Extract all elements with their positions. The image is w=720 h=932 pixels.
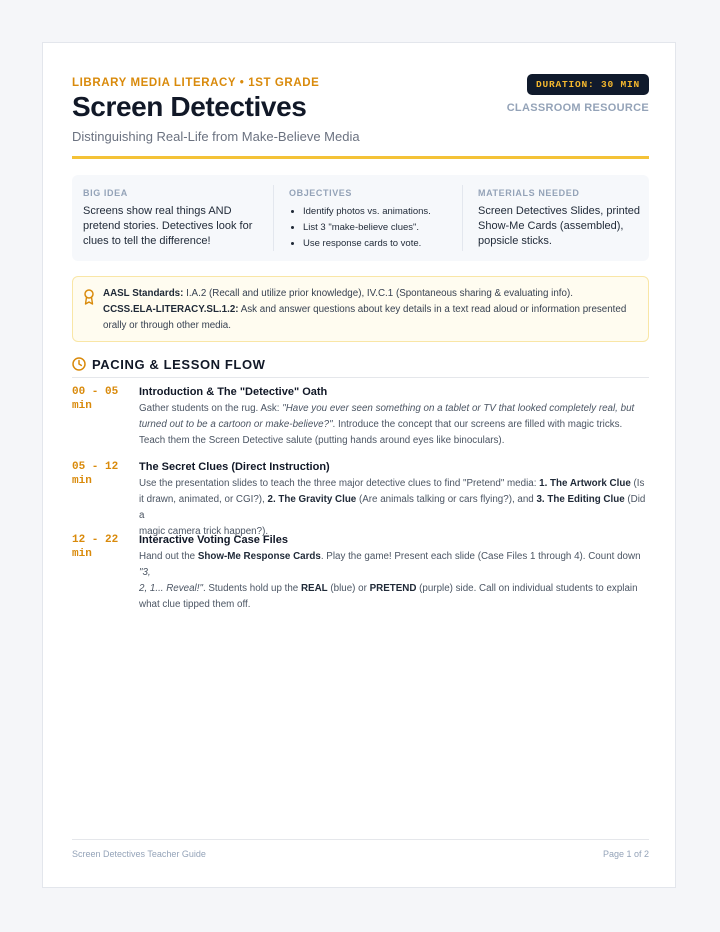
- flow-time-unit: min: [72, 548, 92, 560]
- aasl-label: AASL Standards:: [103, 288, 184, 299]
- objective-item: • List 3 "make-believe clues".: [303, 220, 462, 236]
- flow-title: The Secret Clues (Direct Instruction): [139, 461, 330, 473]
- text-run: Use the presentation slides to teach the three major detective clues to find "Pretend" media:: [139, 478, 540, 489]
- objective-item: • Use response cards to vote.: [303, 236, 462, 252]
- footer-divider: [72, 839, 649, 840]
- big-idea-line: pretend stories. Detectives look for: [83, 220, 253, 232]
- title-divider: [72, 156, 649, 159]
- duration-badge: DURATION: 30 MIN: [527, 74, 649, 95]
- text-run: (Are animals talking or cars flying?), and: [356, 494, 537, 505]
- ccss-line-2: orally or through other media.: [103, 320, 231, 331]
- objectives-heading: OBJECTIVES: [289, 188, 353, 198]
- quote-text: turned out to be a cartoon or make-believe?": [139, 419, 333, 430]
- flow-time-unit: min: [72, 400, 92, 412]
- ccss-text: Ask and answer questions about key details in a text read aloud or information presented: [238, 304, 627, 315]
- bold-term: PRETEND: [369, 583, 417, 594]
- page-subtitle: Distinguishing Real-Life from Make-Believe Media: [72, 129, 360, 144]
- flow-time: [72, 533, 132, 561]
- summary-panel: [72, 175, 649, 261]
- flow-time-unit: min: [72, 475, 92, 487]
- flow-description: [139, 476, 649, 540]
- clue-label: 1. The Artwork Clue: [539, 478, 631, 489]
- objectives-list: [289, 204, 462, 252]
- footer-page-number: Page 1 of 2: [602, 849, 649, 859]
- materials-heading: MATERIALS NEEDED: [478, 188, 580, 198]
- quote-text: "3,: [139, 567, 151, 578]
- text-run: . Play the game! Present each slide (Case Files 1 through 4). Count down: [320, 551, 641, 562]
- flow-description: [139, 549, 649, 613]
- flow-time: [72, 460, 132, 488]
- flow-time-range: 00 - 05: [72, 386, 119, 398]
- materials-line: Screen Detectives Slides, printed: [478, 205, 641, 217]
- clock-icon: [72, 357, 86, 371]
- text-run: . Introduce the concept that our screens are filled with magic tricks.: [332, 419, 623, 430]
- text-run: (Did a: [139, 494, 646, 521]
- flow-main: [139, 460, 649, 540]
- big-idea-text: [83, 204, 273, 249]
- page-title: Screen Detectives: [72, 91, 307, 122]
- flow-title: Introduction & The "Detective" Oath: [139, 386, 328, 398]
- pacing-section-header: [72, 356, 649, 378]
- footer-doc-title: Screen Detectives Teacher Guide: [72, 849, 206, 859]
- aasl-line: [103, 286, 633, 302]
- flow-main: [139, 385, 649, 449]
- big-idea-heading: BIG IDEA: [83, 188, 128, 198]
- standards-callout: [72, 276, 649, 342]
- standards-text: [103, 286, 633, 334]
- pacing-heading: PACING & LESSON FLOW: [92, 357, 266, 372]
- materials-line: Show-Me Cards (assembled),: [478, 220, 624, 232]
- materials-line: popsicle sticks.: [478, 235, 552, 247]
- text-run: Gather students on the rug. Ask:: [139, 403, 283, 414]
- text-run: what clue tipped them off.: [139, 599, 251, 610]
- text-run: Hand out the: [139, 551, 198, 562]
- clue-label: 3. The Editing Clue: [536, 494, 625, 505]
- resource-label: CLASSROOM RESOURCE: [506, 102, 649, 114]
- text-run: it drawn, animated, or CGI?),: [139, 494, 268, 505]
- quote-text: "Have you ever seen something on a tablet or TV that looked completely real, but: [282, 403, 635, 414]
- text-run: (purple) side. Call on individual students to explain: [416, 583, 638, 594]
- flow-time: [72, 385, 132, 413]
- quote-text: 2, 1... Reveal!": [139, 583, 203, 594]
- course-eyebrow: LIBRARY MEDIA LITERACY • 1ST GRADE: [72, 77, 320, 89]
- text-run: magic camera trick happen?).: [139, 526, 269, 537]
- text-run: Teach them the Screen Detective salute (putting hands around eyes like binoculars).: [139, 435, 505, 446]
- text-run: (Is: [630, 478, 645, 489]
- materials-column: [462, 185, 649, 251]
- text-run: (blue) or: [327, 583, 370, 594]
- flow-description: [139, 401, 649, 449]
- clue-label: 2. The Gravity Clue: [267, 494, 357, 505]
- objectives-column: [273, 185, 462, 251]
- big-idea-column: [72, 175, 273, 261]
- objective-item: • Identify photos vs. animations.: [303, 204, 462, 220]
- big-idea-line: Screens show real things AND: [83, 205, 232, 217]
- text-run: . Students hold up the: [202, 583, 301, 594]
- bold-term: REAL: [300, 583, 328, 594]
- big-idea-line: clues to tell the difference!: [83, 235, 211, 247]
- flow-title: Interactive Voting Case Files: [139, 534, 288, 546]
- aasl-text: I.A.2 (Recall and utilize prior knowledge), IV.C.1 (Spontaneous sharing & evaluating info).: [183, 288, 573, 299]
- flow-main: [139, 533, 649, 613]
- flow-time-range: 12 - 22: [72, 534, 119, 546]
- ribbon-award-icon: [83, 289, 95, 305]
- ccss-label: CCSS.ELA-LITERACY.SL.1.2:: [103, 304, 239, 315]
- flow-time-range: 05 - 12: [72, 461, 119, 473]
- materials-text: [478, 204, 649, 249]
- bold-term: Show-Me Response Cards: [197, 551, 321, 562]
- ccss-line: [103, 302, 633, 318]
- document-page: [42, 42, 676, 888]
